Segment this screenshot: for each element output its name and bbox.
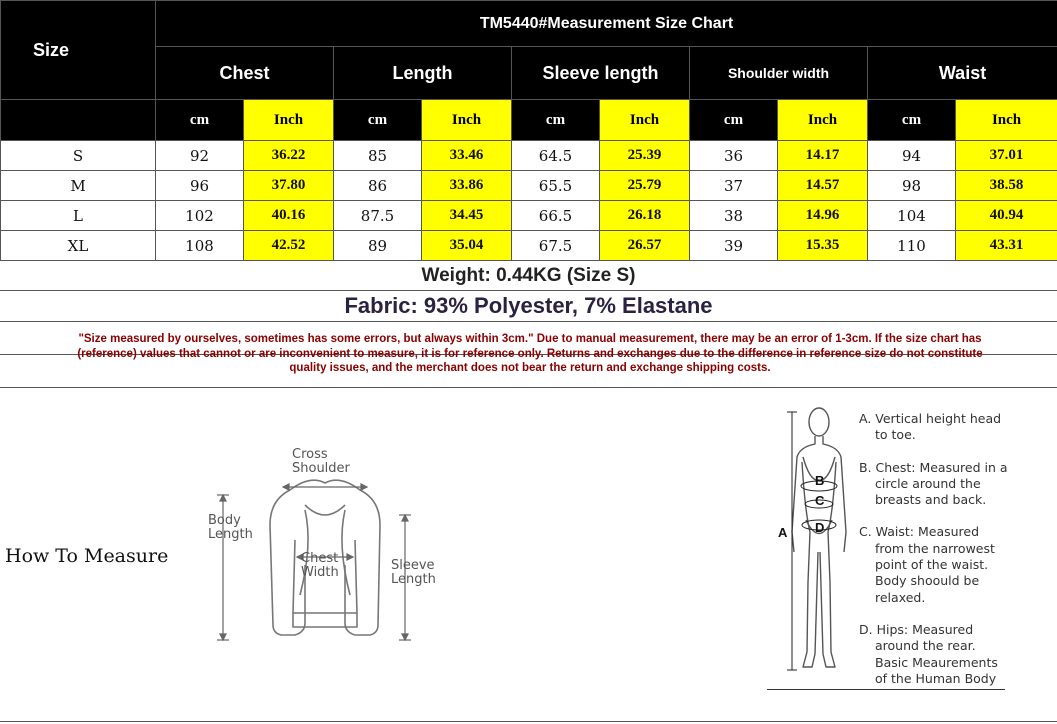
value-cell: 26.18 [600, 201, 690, 231]
value-cell: 42.52 [244, 231, 334, 261]
value-cell: 37 [690, 171, 778, 201]
chart-title: TM5440#Measurement Size Chart [156, 1, 1057, 47]
value-cell: 92 [156, 141, 244, 171]
group-chest: Chest [156, 47, 334, 100]
size-cell: L [1, 201, 156, 231]
value-cell: 110 [868, 231, 956, 261]
value-cell: 67.5 [512, 231, 600, 261]
value-cell: 89 [334, 231, 422, 261]
value-cell: 38 [690, 201, 778, 231]
value-cell: 15.35 [778, 231, 868, 261]
value-cell: 33.46 [422, 141, 512, 171]
unit-inch: Inch [956, 100, 1057, 141]
marker-d: D [815, 520, 825, 535]
value-cell: 34.45 [422, 201, 512, 231]
marker-c: C [815, 493, 825, 508]
value-cell: 96 [156, 171, 244, 201]
weight-text: Weight: 0.44KG (Size S) [0, 262, 1057, 291]
size-header: Size [1, 1, 156, 100]
size-cell: XL [1, 231, 156, 261]
human-body-outline-icon [770, 402, 860, 692]
value-cell: 26.57 [600, 231, 690, 261]
disclaimer-note: "Size measured by ourselves, sometimes has some errors, but always within 3cm." Due to manual measurement, there may be an error of 1-3cm. If the size chart has (reference) values that cannot or are inconvenient to measure, it is for reference only. Returns and exchanges due to the difference in reference size do not constitute quality issues, and the merchant does not bear the return and exchange shipping costs. [77, 333, 983, 374]
value-cell: 108 [156, 231, 244, 261]
unit-cm: cm [156, 100, 244, 141]
value-cell: 98 [868, 171, 956, 201]
value-cell: 66.5 [512, 201, 600, 231]
value-cell: 43.31 [956, 231, 1057, 261]
group-waist: Waist [868, 47, 1057, 100]
cross-shoulder-label: Cross Shoulder [292, 447, 350, 476]
size-chart-table [0, 0, 1057, 261]
value-cell: 85 [334, 141, 422, 171]
table-row [1, 231, 1057, 261]
value-cell: 38.58 [956, 171, 1057, 201]
value-cell: 86 [334, 171, 422, 201]
value-cell: 64.5 [512, 141, 600, 171]
value-cell: 14.57 [778, 171, 868, 201]
unit-inch: Inch [244, 100, 334, 141]
group-shoulder-width: Shoulder width [690, 47, 868, 100]
value-cell: 36 [690, 141, 778, 171]
value-cell: 25.79 [600, 171, 690, 201]
unit-inch: Inch [778, 100, 868, 141]
group-length: Length [334, 47, 512, 100]
sweater-outline-icon [195, 445, 455, 655]
how-to-measure-label: How To Measure [5, 545, 169, 567]
table-row [1, 171, 1057, 201]
value-cell: 33.86 [422, 171, 512, 201]
value-cell: 65.5 [512, 171, 600, 201]
unit-cm: cm [868, 100, 956, 141]
divider [0, 387, 1057, 388]
fabric-text: Fabric: 93% Polyester, 7% Elastane [0, 291, 1057, 322]
value-cell: 40.94 [956, 201, 1057, 231]
body-measure-notes: A. Vertical height head to toe. B. Chest: Measured in a circle around the breasts and back. C. Waist: Measured from the narrowest point of the waist. Body shoould be relaxed. D. Hips: Measured around the rear. Basic Meaurements of the Human Body [859, 411, 1008, 686]
value-cell: 25.39 [600, 141, 690, 171]
value-cell: 14.17 [778, 141, 868, 171]
unit-inch: Inch [600, 100, 690, 141]
value-cell: 39 [690, 231, 778, 261]
chest-width-label: Chest Width [301, 551, 339, 580]
value-cell: 102 [156, 201, 244, 231]
value-cell: 87.5 [334, 201, 422, 231]
unit-inch: Inch [422, 100, 512, 141]
value-cell: 35.04 [422, 231, 512, 261]
unit-spacer [1, 100, 156, 141]
marker-a: A [778, 525, 788, 540]
sleeve-length-label: Sleeve Length [391, 558, 436, 587]
unit-cm: cm [334, 100, 422, 141]
value-cell: 94 [868, 141, 956, 171]
value-cell: 104 [868, 201, 956, 231]
size-cell: M [1, 171, 156, 201]
size-cell: S [1, 141, 156, 171]
value-cell: 36.22 [244, 141, 334, 171]
value-cell: 40.16 [244, 201, 334, 231]
value-cell: 14.96 [778, 201, 868, 231]
value-cell: 37.80 [244, 171, 334, 201]
table-row [1, 141, 1057, 171]
value-cell: 37.01 [956, 141, 1057, 171]
divider [0, 721, 1057, 722]
unit-cm: cm [690, 100, 778, 141]
table-row [1, 201, 1057, 231]
body-length-label: Body Length [208, 513, 253, 542]
group-sleeve-length: Sleeve length [512, 47, 690, 100]
marker-b: B [815, 473, 825, 488]
unit-cm: cm [512, 100, 600, 141]
